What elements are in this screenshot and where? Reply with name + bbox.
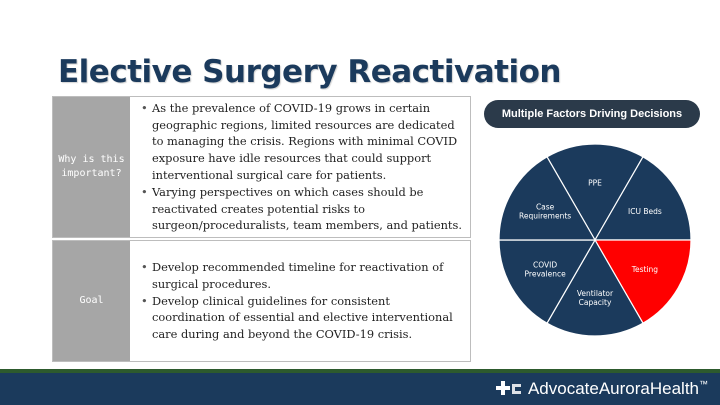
bullet-importance-2: • Varying perspectives on which cases should be reactivated creates potential risks to surgeon/proceduralists, team members, and patients.: [152, 184, 462, 234]
bullet-goal-2: • Develop clinical guidelines for consistent coordination of essential and elective interventional care during and beyond the COVID-19 crisis.: [152, 293, 462, 343]
bullet-goal-1: • Develop recommended timeline for reactivation of surgical procedures.: [152, 259, 462, 293]
brand-logo: [496, 379, 708, 399]
pie-label-1: PPE: [588, 178, 602, 188]
table-row-importance: [52, 96, 471, 238]
row-label-goal: Goal: [53, 241, 130, 361]
bullet-list-goal: [141, 259, 462, 343]
pie-label-6: Case Requirements: [519, 202, 572, 221]
factors-pie-diagram: [495, 140, 695, 340]
pie-label-2: ICU Beds: [628, 207, 662, 217]
slide-title: Elective Surgery Reactivation: [58, 54, 561, 90]
pie-label-4: Ventilator Capacity: [576, 289, 614, 308]
row-content-goal: [141, 241, 462, 361]
brand-trademark: ™: [699, 379, 708, 389]
pie-label-3: Testing: [631, 264, 659, 274]
row-label-importance: Why is this important?: [53, 97, 130, 237]
bullet-list-importance: [141, 100, 462, 234]
pie-label-5: COVID Prevalence: [524, 260, 566, 279]
brand-name: AdvocateAuroraHealth: [527, 379, 699, 398]
factors-heading: Multiple Factors Driving Decisions: [484, 100, 700, 128]
brand-cross-icon: [496, 380, 522, 398]
row-content-importance: [141, 97, 462, 237]
table-row-goal: [52, 240, 471, 362]
bullet-importance-1: • As the prevalence of COVID-19 grows in certain geographic regions, limited resources are dedicated to managing the crisis. Regions with minimal COVID exposure have idle resources that could support interventional surgical care for patients.: [152, 100, 462, 184]
footer-bar: [0, 373, 720, 405]
